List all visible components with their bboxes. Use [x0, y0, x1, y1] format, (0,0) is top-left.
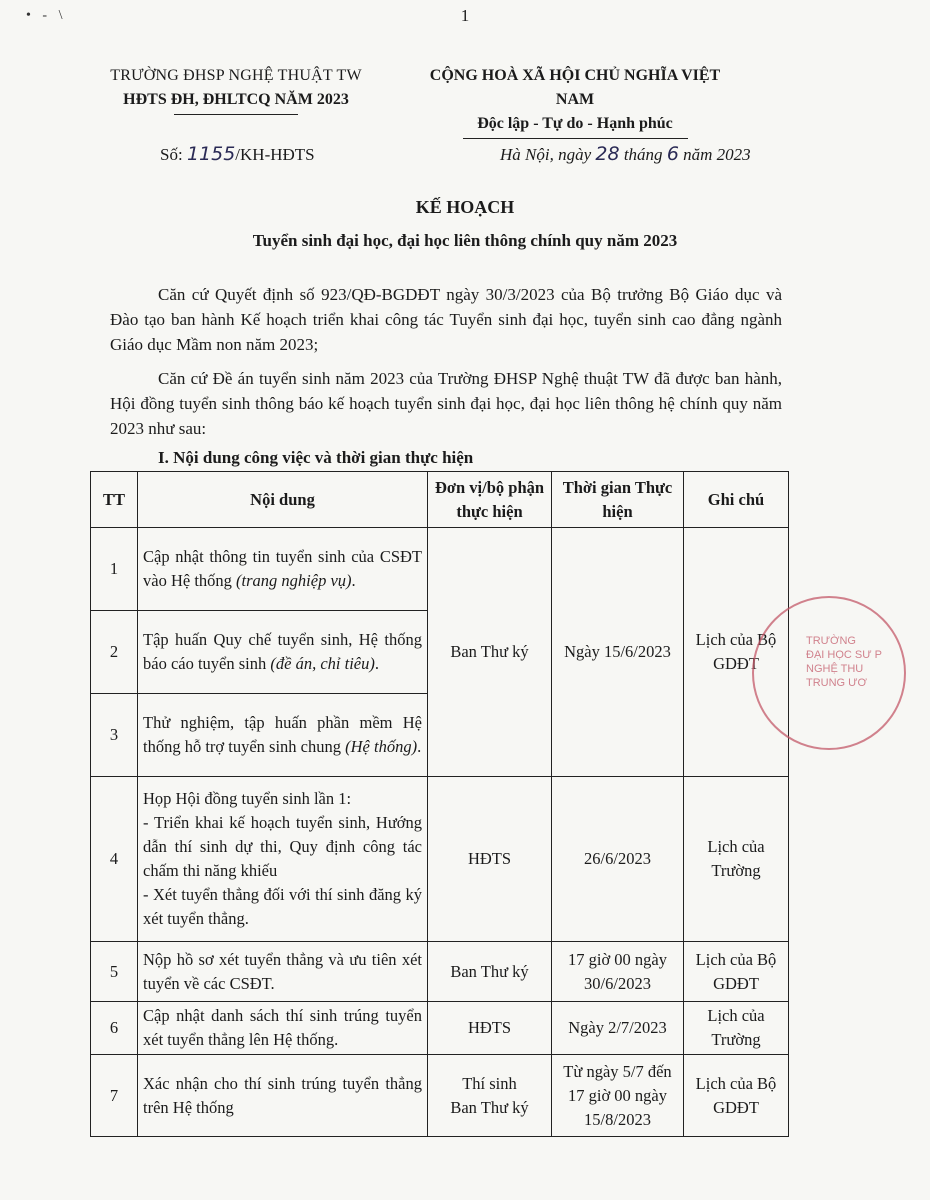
row-note: Lịch của Trường: [684, 1002, 789, 1055]
row-note: Lịch của Trường: [684, 777, 789, 942]
date-day: 28: [595, 143, 620, 165]
row-time: Ngày 2/7/2023: [552, 1002, 684, 1055]
plan-table: [90, 471, 789, 1137]
official-stamp: [752, 596, 906, 750]
corner-marks: • - \: [26, 8, 67, 23]
row-content: Tập huấn Quy chế tuyển sinh, Hệ thống báo cáo tuyển sinh (đề án, chỉ tiêu).: [138, 611, 428, 694]
row-unit: HĐTS: [428, 777, 552, 942]
header-right-rule: [463, 138, 688, 139]
council-name: HĐTS ĐH, ĐHLTCQ NĂM 2023: [123, 91, 349, 108]
number-prefix: Số:: [160, 145, 183, 164]
row-unit: [428, 1055, 552, 1137]
col-header-time: Thời gian Thực hiện: [552, 472, 684, 528]
table-row: [91, 942, 789, 1002]
row-tt: 4: [91, 777, 138, 942]
row-content: [138, 777, 428, 942]
date-month: 6: [666, 143, 679, 165]
row-unit: Ban Thư ký: [428, 942, 552, 1002]
row-tt: 2: [91, 611, 138, 694]
date-place: Hà Nội, ngày: [500, 145, 592, 164]
page-number: 1: [460, 6, 470, 25]
nation-name: CỘNG HOÀ XÃ HỘI CHỦ NGHĨA VIỆT NAM: [429, 67, 721, 108]
row-content: Cập nhật danh sách thí sinh trúng tuyển xét tuyển thẳng lên Hệ thống.: [138, 1002, 428, 1055]
row-unit-line: Thí sinh: [462, 1073, 517, 1093]
document-title: KẾ HOẠCH: [415, 197, 515, 217]
row-time: Ngày 15/6/2023: [552, 528, 684, 777]
stamp-text: TRƯỜNG ĐẠI HỌC SƯ P NGHỆ THU TRUNG ƯƠ: [806, 635, 883, 689]
row-tt: 1: [91, 528, 138, 611]
row-content: Thử nghiệm, tập huấn phần mềm Hệ thống hỗ trợ tuyển sinh chung (Hệ thống).: [138, 694, 428, 777]
row-unit: HĐTS: [428, 1002, 552, 1055]
table-header-row: [91, 472, 789, 528]
document-date: [500, 143, 751, 165]
number-handwritten: 1155: [186, 143, 236, 165]
row-note: Lịch của Bộ GDĐT: [684, 1055, 789, 1137]
document-number: [160, 143, 315, 165]
row-content: Nộp hồ sơ xét tuyển thẳng và ưu tiên xét tuyển về các CSĐT.: [138, 942, 428, 1002]
row-content: Cập nhật thông tin tuyển sinh của CSĐT vào Hệ thống (trang nghiệp vụ).: [138, 528, 428, 611]
col-header-unit: Đơn vị/bộ phận thực hiện: [428, 472, 552, 528]
col-header-tt: TT: [91, 472, 138, 528]
section-heading: I. Nội dung công việc và thời gian thực hiện: [158, 448, 474, 467]
table-row: [91, 528, 789, 611]
row-content-line: Họp Hội đồng tuyển sinh lần 1:: [143, 789, 352, 808]
col-header-content: Nội dung: [138, 472, 428, 528]
row-tt: 3: [91, 694, 138, 777]
row-unit-line: Ban Thư ký: [450, 1097, 529, 1117]
row-unit: Ban Thư ký: [428, 528, 552, 777]
row-note: Lịch của Bộ GDĐT: [684, 528, 789, 777]
header-left: [96, 64, 376, 115]
col-header-note: Ghi chú: [684, 472, 789, 528]
paragraph-2: [110, 366, 782, 441]
school-name: TRƯỜNG ĐHSP NGHỆ THUẬT TW: [110, 67, 362, 84]
header-left-rule: [174, 114, 298, 115]
row-tt: 7: [91, 1055, 138, 1137]
paragraph-2-text: Căn cứ Đề án tuyển sinh năm 2023 của Trường ĐHSP Nghệ thuật TW đã được ban hành, Hội đồng tuyển sinh thông báo kế hoạch tuyển sinh đại học, đại học liên thông hệ chính quy năm 2023 như sau:: [110, 369, 782, 438]
date-year-label: năm 2023: [683, 145, 751, 164]
row-time: 26/6/2023: [552, 777, 684, 942]
row-time: 17 giờ 00 ngày 30/6/2023: [552, 942, 684, 1002]
row-content-line: - Xét tuyển thẳng đối với thí sinh đăng ký xét tuyển thẳng.: [143, 885, 422, 928]
number-suffix: /KH-HĐTS: [235, 145, 315, 164]
row-content: Xác nhận cho thí sinh trúng tuyển thẳng trên Hệ thống: [138, 1055, 428, 1137]
document-subtitle: Tuyển sinh đại học, đại học liên thông chính quy năm 2023: [252, 231, 678, 250]
header-right: [410, 64, 740, 139]
paragraph-1: [110, 282, 782, 357]
table-row: [91, 1055, 789, 1137]
motto: Độc lập - Tự do - Hạnh phúc: [477, 115, 673, 132]
table-row: [91, 777, 789, 942]
row-tt: 5: [91, 942, 138, 1002]
date-month-label: tháng: [623, 145, 663, 164]
row-tt: 6: [91, 1002, 138, 1055]
row-time: Từ ngày 5/7 đến 17 giờ 00 ngày 15/8/2023: [552, 1055, 684, 1137]
paragraph-1-text: Căn cứ Quyết định số 923/QĐ-BGDĐT ngày 30/3/2023 của Bộ trưởng Bộ Giáo dục và Đào tạo ban hành Kế hoạch triển khai công tác Tuyển sinh đại học, tuyển sinh cao đẳng ngành Giáo dục Mầm non năm 2023;: [110, 285, 782, 354]
row-note: Lịch của Bộ GDĐT: [684, 942, 789, 1002]
table-row: [91, 1002, 789, 1055]
row-content-line: - Triển khai kế hoạch tuyển sinh, Hướng dẫn thí sinh dự thi, Quy định công tác chấm thi năng khiếu: [143, 813, 422, 880]
